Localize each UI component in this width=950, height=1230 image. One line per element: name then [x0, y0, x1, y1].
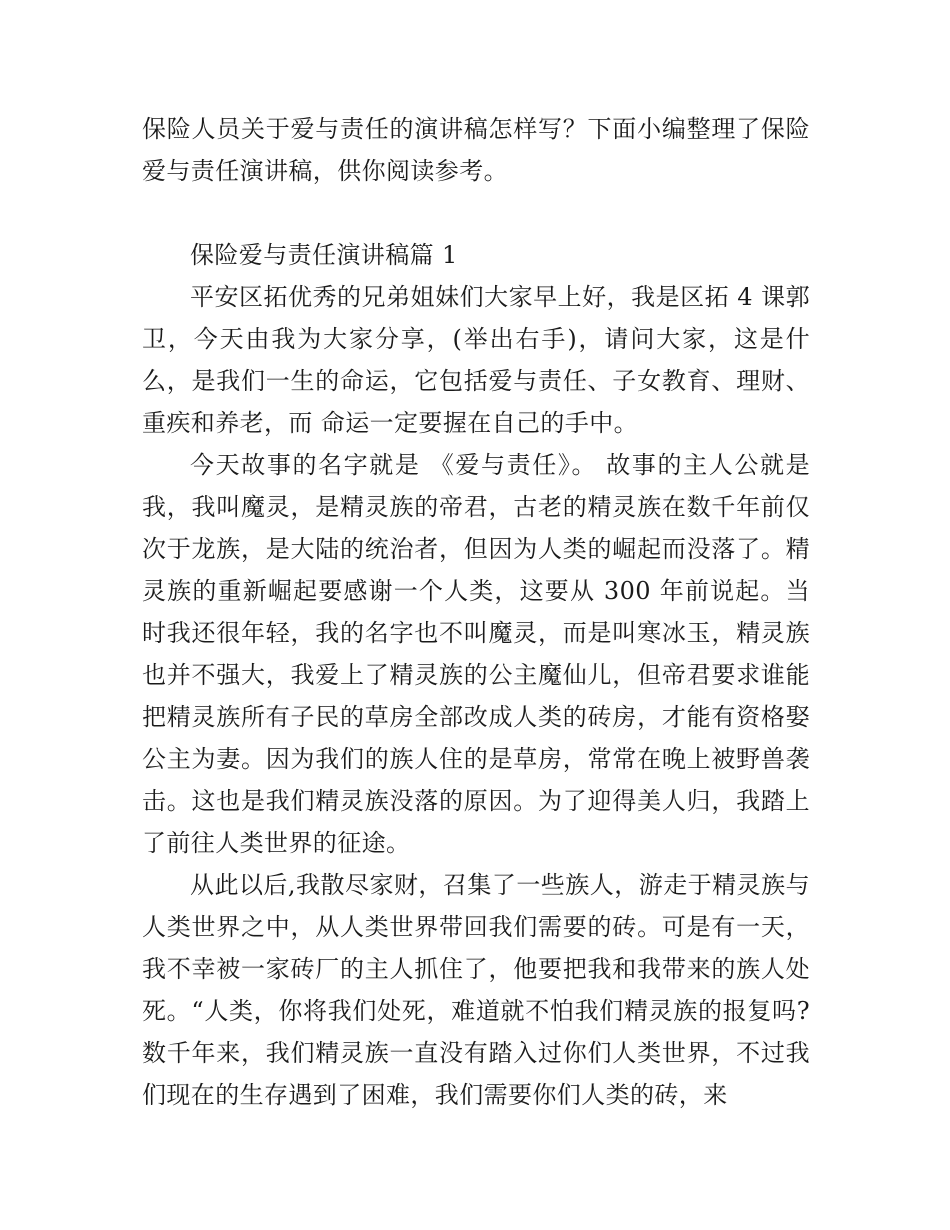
section-title: 保险爱与责任演讲稿篇 1 — [190, 241, 458, 269]
body-paragraph-3: 从此以后,我散尽家财，召集了一些族人，游走于精灵族与人类世界之中，从人类世界带回我们需要的砖。可是有一天，我不幸被一家砖厂的主人抓住了，他要把我和我带来的族人处死。“人类，你将我们处死，难道就不怕我们精灵族的报复吗?数千年来，我们精灵族一直没有踏入过你们人类世界，不过我们现在的生存遇到了困难，我们需要你们人类的砖，来 — [142, 871, 810, 1109]
body-paragraph-2: 今天故事的名字就是 《爱与责任》。 故事的主人公就是我，我叫魔灵，是精灵族的帝君，古老的精灵族在数千年前仅次于龙族，是大陆的统治者，但因为人类的崛起而没落了。精灵族的重新崛起要感谢一个人类，这要从 300 年前说起。当时我还很年轻，我的名字也不叫魔灵，而是叫寒冰玉，精灵族也并不强大，我爱上了精灵族的公主魔仙儿，但帝君要求谁能把精灵族所有子民的草房全部改成人类的砖房，才能有资格娶公主为妻。因为我们的族人住的是草房，常常在晚上被野兽袭击。这也是我们精灵族没落的原因。为了迎得美人归，我踏上了前往人类世界的征途。 — [142, 451, 810, 857]
body-paragraph-1: 平安区拓优秀的兄弟姐妹们大家早上好，我是区拓 4 课郭卫，今天由我为大家分享，(举出右手)，请问大家，这是什么，是我们一生的命运，它包括爱与责任、子女教育、理财、重疾和养老，而 命运一定要握在自己的手中。 — [142, 283, 810, 437]
intro-paragraph: 保险人员关于爱与责任的演讲稿怎样写？下面小编整理了保险爱与责任演讲稿，供你阅读参考。 — [142, 115, 810, 185]
document-body — [142, 108, 810, 1116]
